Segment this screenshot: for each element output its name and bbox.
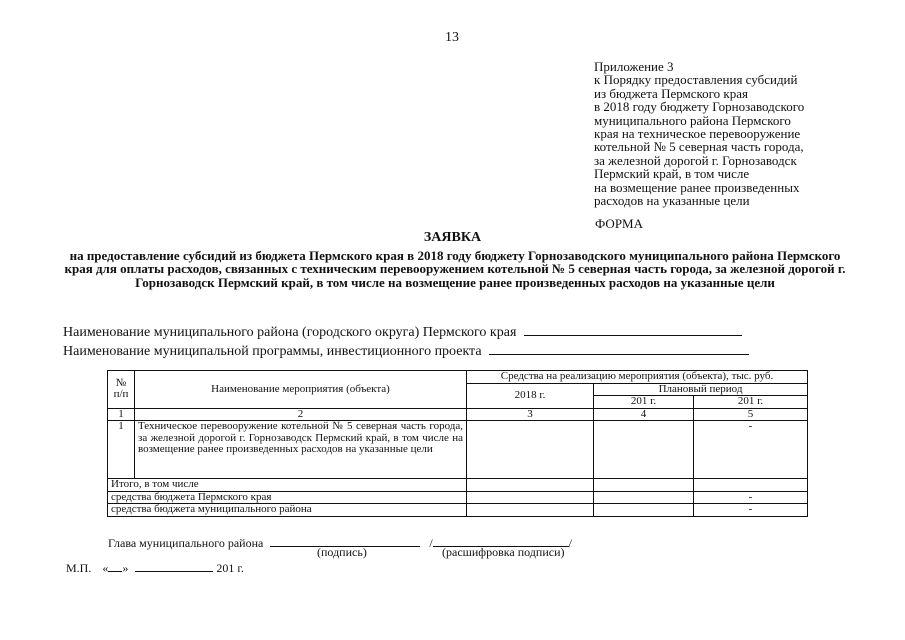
table-row (108, 491, 808, 504)
appendix-line: расходов на указанные цели (594, 193, 750, 209)
header-num: № п/п (108, 371, 135, 409)
total-year-a[interactable] (594, 479, 694, 492)
total-year-b[interactable] (694, 479, 808, 492)
district-label: Наименование муниципального района (городского округа) Пермского края (63, 325, 517, 340)
colnum-4: 4 (594, 408, 694, 421)
table-row (108, 421, 808, 479)
stamp-line (66, 560, 244, 576)
appendix-line: в 2018 году бюджету Горнозаводского (594, 99, 805, 115)
municipal-year-b: - (694, 504, 808, 517)
regional-label: средства бюджета Пермского края (108, 491, 467, 504)
appendix-line: котельной № 5 северная часть города, (594, 139, 804, 155)
slash: / (568, 536, 573, 550)
municipal-year-a[interactable] (594, 504, 694, 517)
page-number: 13 (445, 30, 459, 45)
municipal-2018[interactable] (467, 504, 594, 517)
appendix-line: муниципального района Пермского (594, 112, 791, 128)
funding-table (107, 370, 808, 517)
row1-year-b: - (694, 421, 808, 479)
colnum-1: 1 (108, 408, 135, 421)
head-label: Глава муниципального района (108, 536, 264, 550)
open-quote: « (102, 561, 109, 575)
colnum-2: 2 (135, 408, 467, 421)
year-label: 201 г. (216, 561, 244, 575)
row1-year-a[interactable] (594, 421, 694, 479)
appendix-line: из бюджета Пермского края (594, 85, 749, 101)
municipal-label: средства бюджета муниципального района (108, 504, 467, 517)
close-quote: » (122, 561, 129, 575)
appendix-line: Пермский край, в том числе (594, 166, 750, 182)
regional-year-b: - (694, 491, 808, 504)
form-label: ФОРМА (595, 216, 643, 231)
month-input[interactable] (135, 560, 213, 572)
program-input[interactable] (489, 342, 749, 355)
colnum-5: 5 (694, 408, 808, 421)
total-label: Итого, в том числе (108, 479, 467, 492)
header-planned-period: Плановый период (594, 383, 808, 396)
table-row (108, 504, 808, 517)
decode-caption: (расшифровка подписи) (442, 545, 565, 559)
colnum-3: 3 (467, 408, 594, 421)
appendix-line: на возмещение ранее произведенных (594, 179, 800, 195)
appendix-block (594, 60, 894, 207)
row1-2018[interactable] (467, 421, 594, 479)
district-input[interactable] (524, 323, 742, 336)
header-name: Наименование мероприятия (объекта) (135, 371, 467, 409)
header-year-b: 201 г. (694, 396, 808, 409)
header-year-a: 201 г. (594, 396, 694, 409)
document-subtitle: на предоставление субсидий из бюджета Пермского края в 2018 году бюджету Горнозаводского муниципального района Пермского края для оплаты расходов, связанных с техническим перевооружением котельной № 5 северная часть города, за железной дорогой г. Горнозаводск Пермский край, в том числе на возмещение ранее произведенных расходов на указанные цели (64, 248, 846, 290)
row1-name: Техническое перевооружение котельной № 5 северная часть города, за железной дорогой г. Горнозаводск Пермский край, в том числе на возмещение ранее произведенных расходов на указанные цели (135, 421, 467, 479)
total-2018[interactable] (467, 479, 594, 492)
appendix-line: Приложение 3 (594, 59, 674, 74)
district-field (63, 323, 742, 341)
header-2018: 2018 г. (467, 383, 594, 408)
header-funds: Средства на реализацию мероприятия (объекта), тыс. руб. (467, 371, 808, 384)
table-row (108, 479, 808, 492)
appendix-line: к Порядку предоставления субсидий (594, 72, 798, 88)
slash: / (429, 536, 433, 550)
program-label: Наименование муниципальной программы, инвестиционного проекта (63, 344, 482, 359)
regional-2018[interactable] (467, 491, 594, 504)
signature-caption: (подпись) (317, 545, 367, 559)
row1-num: 1 (108, 421, 135, 479)
program-field (63, 342, 749, 360)
document-title: ЗАЯВКА (423, 230, 482, 245)
day-input[interactable] (108, 560, 122, 572)
regional-year-a[interactable] (594, 491, 694, 504)
mp-label: М.П. (66, 561, 92, 575)
appendix-line: за железной дорогой г. Горнозаводск (594, 152, 797, 168)
appendix-line: края на техническое перевооружение (594, 126, 801, 142)
